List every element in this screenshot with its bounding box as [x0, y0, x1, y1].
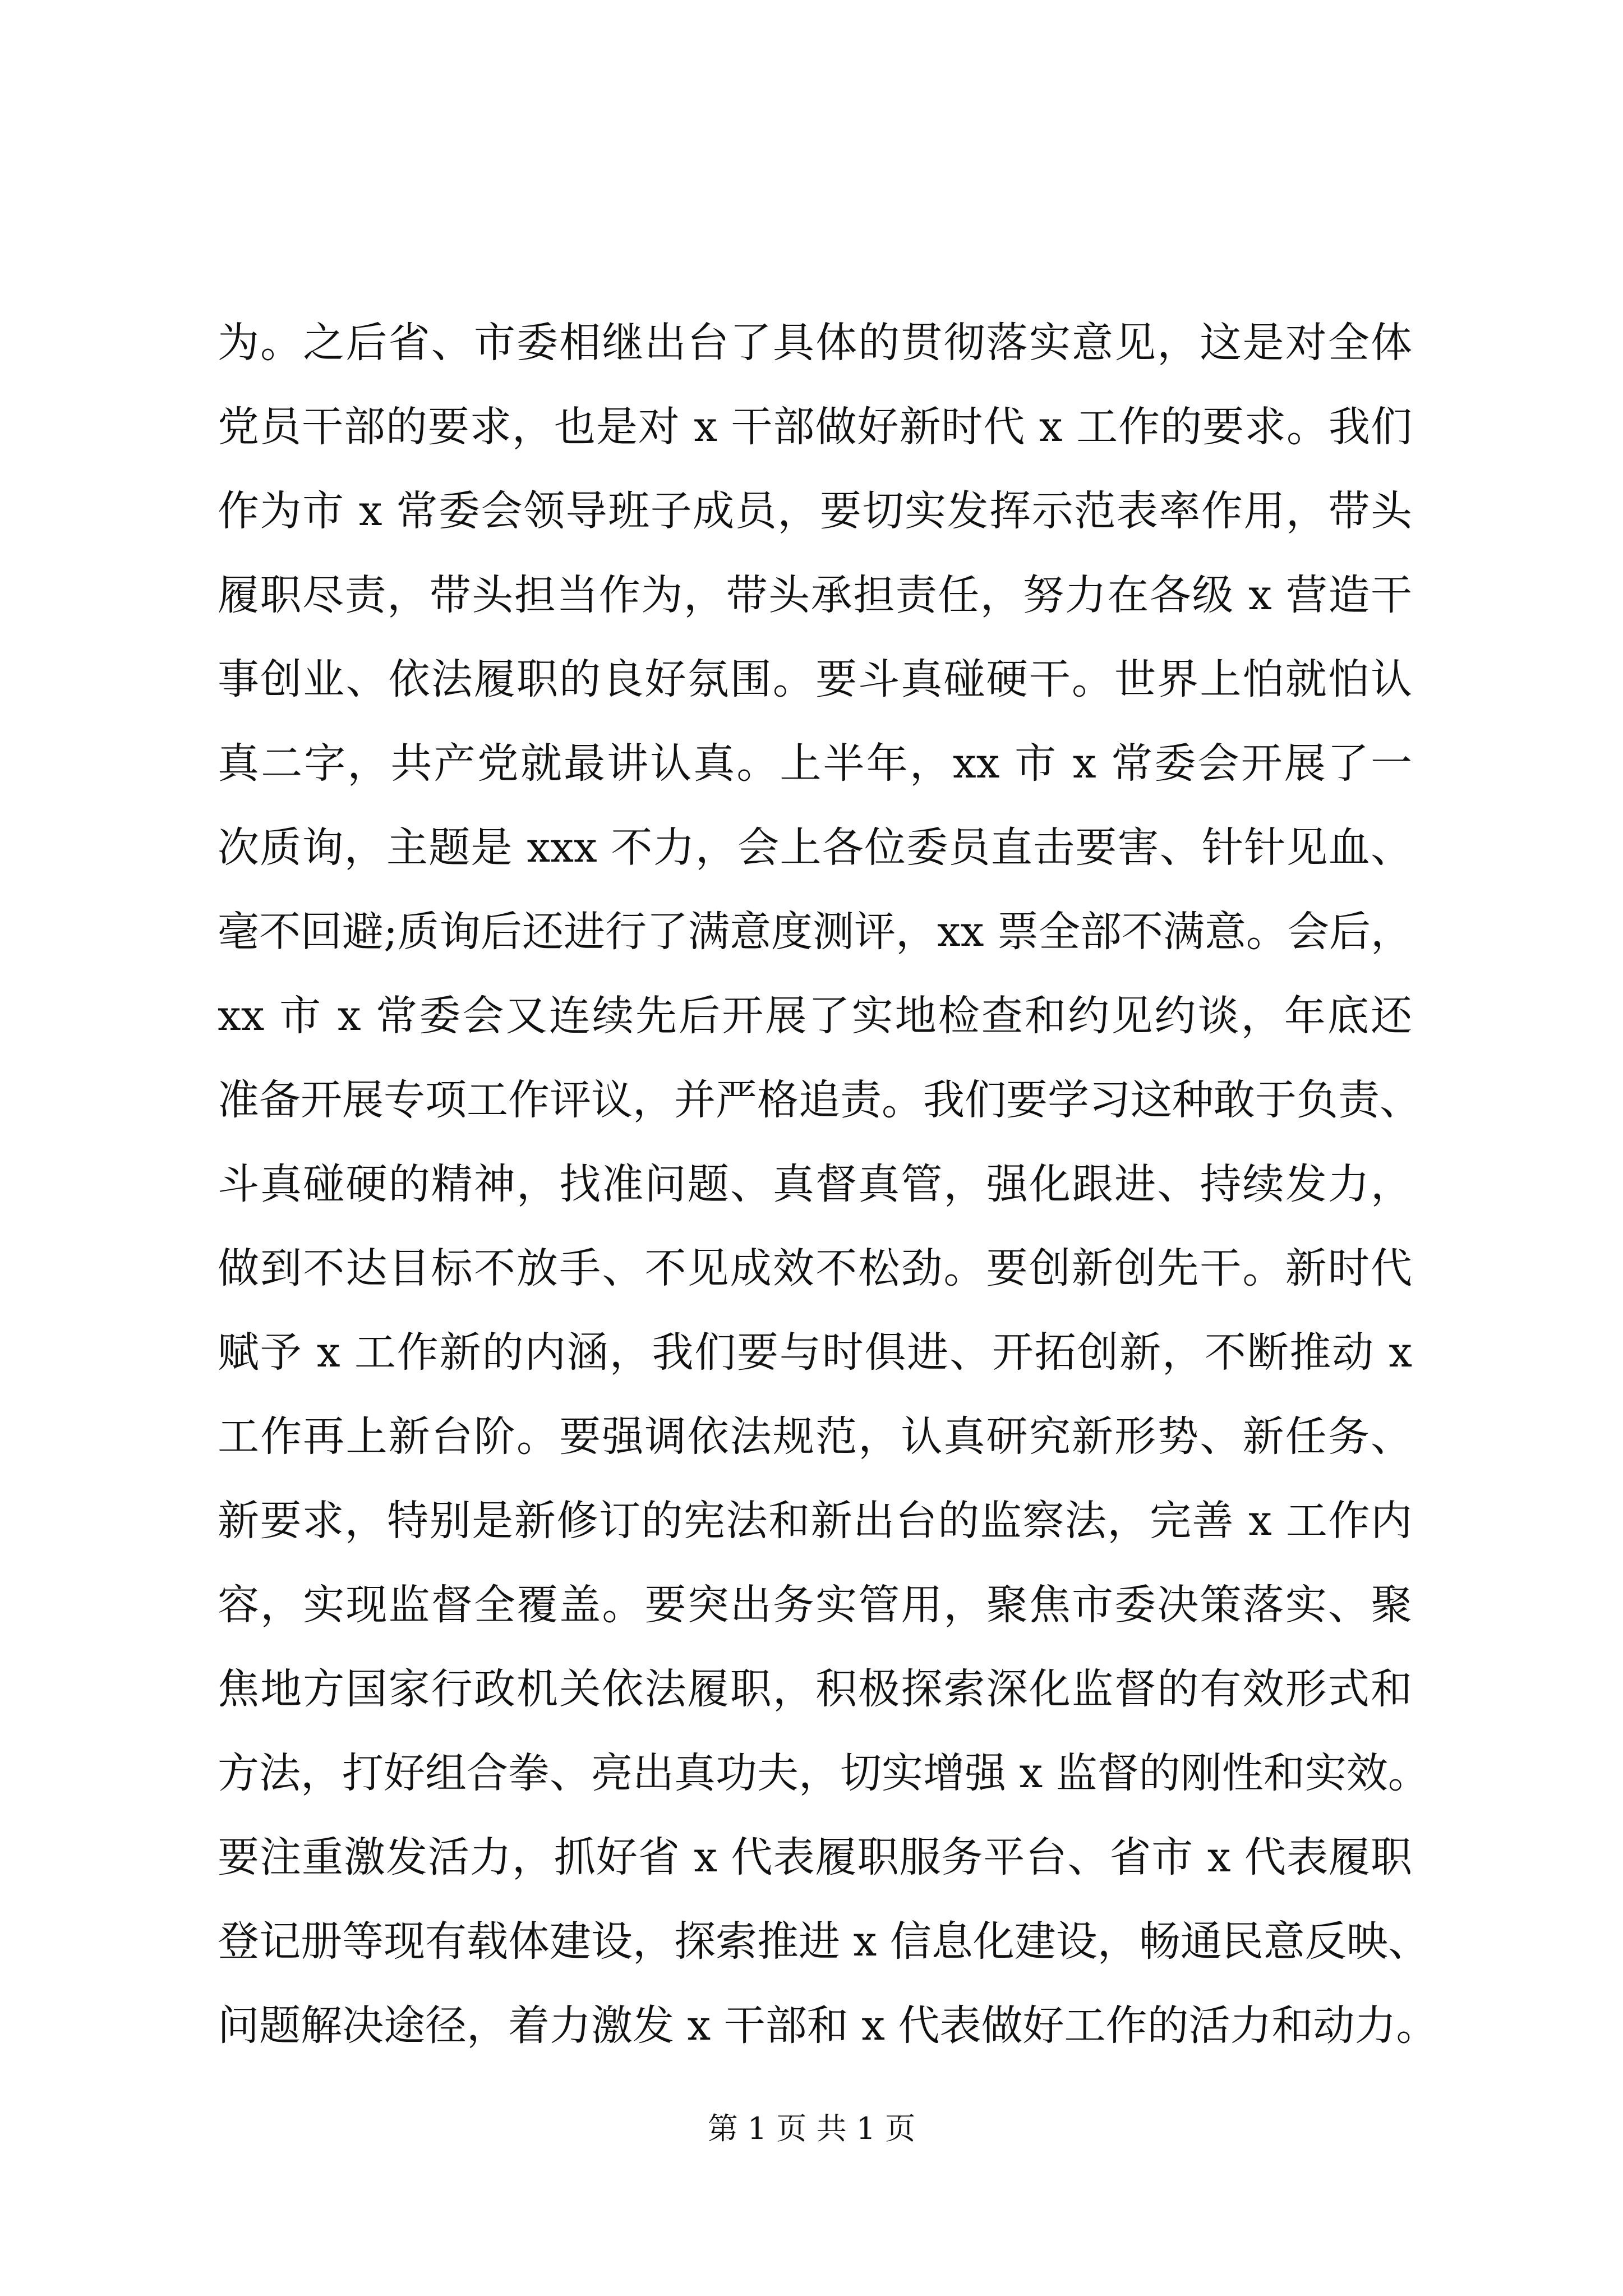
text-line: 要注重激发活力，抓好省 x 代表履职服务平台、省市 x 代表履职 [218, 1833, 1412, 1881]
text-line: 登记册等现有载体建设，探索推进 x 信息化建设，畅通民意反映、 [218, 1917, 1430, 1966]
text-line: 事创业、依法履职的良好氛围。要斗真碰硬干。世界上怕就怕认 [218, 655, 1412, 703]
text-line: xx 市 x 常委会又连续先后开展了实地检查和约见约谈，年底还 [218, 992, 1412, 1040]
text-line: 准备开展专项工作评议，并严格追责。我们要学习这种敢于负责、 [218, 1076, 1421, 1124]
text-line: 毫不回避;质询后还进行了满意度测评，xx 票全部不满意。会后， [218, 908, 1412, 956]
text-line: 作为市 x 常委会领导班子成员，要切实发挥示范表率作用，带头 [218, 487, 1412, 535]
text-line: 履职尽责，带头担当作为，带头承担责任，努力在各级 x 营造干 [218, 571, 1412, 619]
body-text [218, 301, 1438, 2068]
page-number-label: 第 1 页 共 1 页 [707, 2111, 916, 2146]
text-line: 真二字，共产党就最讲认真。上半年，xx 市 x 常委会开展了一 [218, 739, 1412, 788]
text-line: 工作再上新台阶。要强调依法规范，认真研究新形势、新任务、 [218, 1412, 1412, 1461]
text-line: 赋予 x 工作新的内涵，我们要与时俱进、开拓创新，不断推动 x [218, 1328, 1412, 1377]
text-line: 方法，打好组合拳、亮出真功夫，切实增强 x 监督的刚性和实效。 [218, 1749, 1430, 1797]
text-line: 新要求，特别是新修订的宪法和新出台的监察法，完善 x 工作内 [218, 1497, 1412, 1545]
text-line: 斗真碰硬的精神，找准问题、真督真管，强化跟进、持续发力， [218, 1160, 1412, 1208]
text-line: 党员干部的要求，也是对 x 干部做好新时代 x 工作的要求。我们 [218, 403, 1412, 451]
text-line: 容，实现监督全覆盖。要突出务实管用，聚焦市委决策落实、聚 [218, 1581, 1412, 1629]
text-line: 做到不达目标不放手、不见成效不松劲。要创新创先干。新时代 [218, 1244, 1412, 1292]
text-line: 次质询，主题是 xxx 不力，会上各位委员直击要害、针针见血、 [218, 823, 1412, 872]
text-line: 焦地方国家行政机关依法履职，积极探索深化监督的有效形式和 [218, 1665, 1412, 1713]
text-line: 问题解决途径，着力激发 x 干部和 x 代表做好工作的活力和动力。 [218, 2001, 1438, 2050]
text-line: 为。之后省、市委相继出台了具体的贯彻落实意见，这是对全体 [218, 319, 1412, 367]
page-footer [0, 2109, 1623, 2148]
